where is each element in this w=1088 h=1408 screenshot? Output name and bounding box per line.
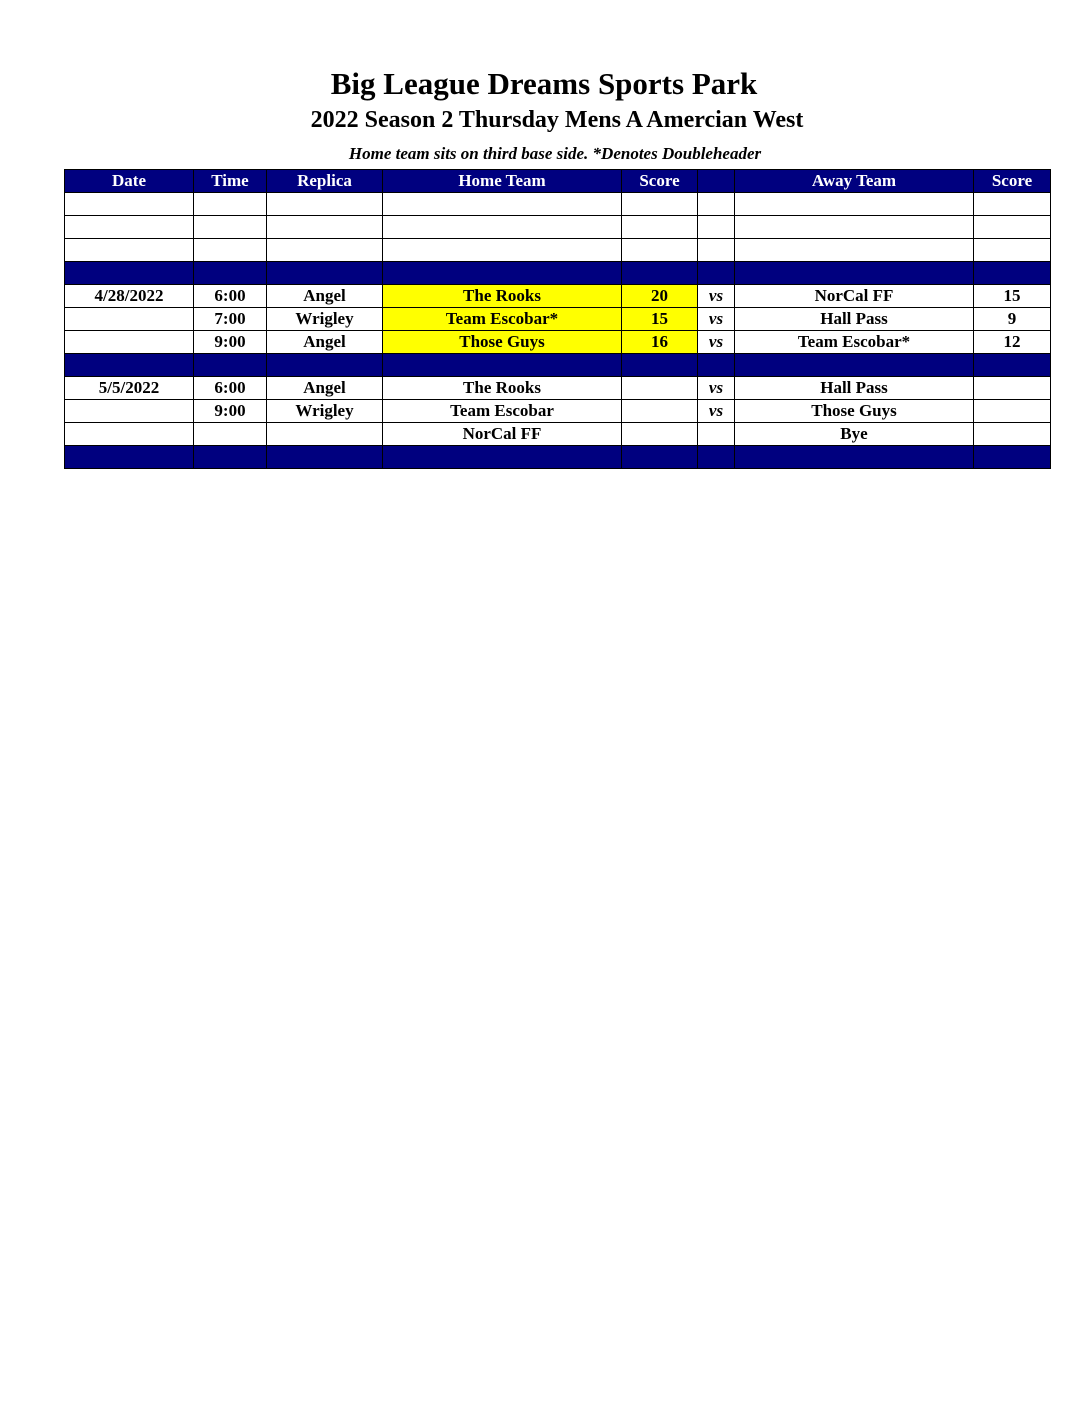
- header-away-score: Score: [974, 170, 1051, 193]
- table-row: [65, 193, 1051, 216]
- cell-away-team: NorCal FF: [735, 285, 974, 308]
- header-home-team: Home Team: [383, 170, 622, 193]
- cell-home-team: Team Escobar*: [383, 308, 622, 331]
- header-date: Date: [65, 170, 194, 193]
- cell-time: 9:00: [194, 400, 267, 423]
- cell-away-team: [735, 354, 974, 377]
- cell-date: [65, 331, 194, 354]
- cell-vs: [698, 216, 735, 239]
- cell-time: [194, 193, 267, 216]
- cell-time: [194, 216, 267, 239]
- cell-date: [65, 262, 194, 285]
- table-row: [65, 239, 1051, 262]
- cell-vs: vs: [698, 285, 735, 308]
- cell-vs: [698, 193, 735, 216]
- cell-time: 9:00: [194, 331, 267, 354]
- table-header-row: [65, 170, 1051, 193]
- cell-away-score: [974, 262, 1051, 285]
- cell-home-score: 15: [622, 308, 698, 331]
- header-home-score: Score: [622, 170, 698, 193]
- cell-vs: [698, 423, 735, 446]
- cell-time: [194, 239, 267, 262]
- table-row: [65, 216, 1051, 239]
- cell-date: 5/5/2022: [65, 377, 194, 400]
- cell-vs: [698, 354, 735, 377]
- cell-away-team: Hall Pass: [735, 308, 974, 331]
- cell-away-score: 15: [974, 285, 1051, 308]
- cell-home-score: 16: [622, 331, 698, 354]
- cell-home-team: [383, 446, 622, 469]
- cell-home-team: Team Escobar: [383, 400, 622, 423]
- cell-home-score: [622, 423, 698, 446]
- cell-home-score: [622, 239, 698, 262]
- cell-date: [65, 216, 194, 239]
- header-vs: [698, 170, 735, 193]
- table-row: [65, 423, 1051, 446]
- page-title: Big League Dreams Sports Park: [330, 66, 758, 101]
- cell-away-team: Team Escobar*: [735, 331, 974, 354]
- cell-away-team: [735, 216, 974, 239]
- cell-replica: Wrigley: [267, 308, 383, 331]
- table-row: [65, 331, 1051, 354]
- cell-vs: vs: [698, 331, 735, 354]
- cell-away-score: 12: [974, 331, 1051, 354]
- cell-away-score: [974, 354, 1051, 377]
- header-replica: Replica: [267, 170, 383, 193]
- cell-date: [65, 193, 194, 216]
- cell-home-team: The Rooks: [383, 377, 622, 400]
- cell-home-score: [622, 262, 698, 285]
- cell-date: [65, 400, 194, 423]
- cell-date: [65, 308, 194, 331]
- cell-away-team: [735, 446, 974, 469]
- cell-vs: [698, 239, 735, 262]
- cell-replica: [267, 423, 383, 446]
- table-row: [65, 285, 1051, 308]
- header-away-team: Away Team: [735, 170, 974, 193]
- cell-time: [194, 354, 267, 377]
- cell-away-score: 9: [974, 308, 1051, 331]
- cell-time: [194, 262, 267, 285]
- cell-time: 7:00: [194, 308, 267, 331]
- cell-replica: Angel: [267, 331, 383, 354]
- table-row: [65, 400, 1051, 423]
- cell-away-team: Bye: [735, 423, 974, 446]
- cell-replica: Angel: [267, 285, 383, 308]
- cell-away-team: [735, 262, 974, 285]
- separator-row: [65, 262, 1051, 285]
- cell-replica: Angel: [267, 377, 383, 400]
- header-time: Time: [194, 170, 267, 193]
- cell-replica: [267, 193, 383, 216]
- cell-replica: [267, 239, 383, 262]
- separator-row: [65, 354, 1051, 377]
- schedule-table: [64, 169, 1051, 469]
- cell-away-team: Those Guys: [735, 400, 974, 423]
- cell-vs: vs: [698, 308, 735, 331]
- cell-home-team: [383, 354, 622, 377]
- cell-home-team: [383, 239, 622, 262]
- cell-home-score: [622, 354, 698, 377]
- cell-home-score: [622, 446, 698, 469]
- cell-vs: vs: [698, 377, 735, 400]
- cell-home-team: [383, 216, 622, 239]
- cell-away-score: [974, 446, 1051, 469]
- cell-away-score: [974, 400, 1051, 423]
- table-row: [65, 377, 1051, 400]
- cell-replica: Wrigley: [267, 400, 383, 423]
- page-subtitle: 2022 Season 2 Thursday Mens A Amercian West: [310, 107, 804, 133]
- cell-away-team: [735, 239, 974, 262]
- cell-away-score: [974, 193, 1051, 216]
- cell-vs: [698, 262, 735, 285]
- cell-date: [65, 239, 194, 262]
- cell-home-score: [622, 400, 698, 423]
- cell-home-score: [622, 377, 698, 400]
- separator-row: [65, 446, 1051, 469]
- cell-home-team: Those Guys: [383, 331, 622, 354]
- table-row: [65, 308, 1051, 331]
- cell-home-team: [383, 262, 622, 285]
- cell-away-score: [974, 239, 1051, 262]
- cell-time: 6:00: [194, 377, 267, 400]
- cell-home-team: The Rooks: [383, 285, 622, 308]
- cell-time: 6:00: [194, 285, 267, 308]
- cell-home-score: [622, 216, 698, 239]
- cell-date: [65, 423, 194, 446]
- cell-home-score: 20: [622, 285, 698, 308]
- cell-away-score: [974, 216, 1051, 239]
- cell-time: [194, 423, 267, 446]
- cell-vs: [698, 446, 735, 469]
- cell-replica: [267, 262, 383, 285]
- cell-away-team: [735, 193, 974, 216]
- cell-home-score: [622, 193, 698, 216]
- cell-replica: [267, 216, 383, 239]
- cell-date: [65, 446, 194, 469]
- cell-time: [194, 446, 267, 469]
- schedule-body: [65, 193, 1051, 469]
- cell-away-score: [974, 377, 1051, 400]
- cell-date: 4/28/2022: [65, 285, 194, 308]
- cell-replica: [267, 446, 383, 469]
- cell-vs: vs: [698, 400, 735, 423]
- cell-home-team: NorCal FF: [383, 423, 622, 446]
- cell-replica: [267, 354, 383, 377]
- cell-away-team: Hall Pass: [735, 377, 974, 400]
- cell-away-score: [974, 423, 1051, 446]
- cell-date: [65, 354, 194, 377]
- cell-home-team: [383, 193, 622, 216]
- schedule-note: Home team sits on third base side. *Denotes Doubleheader: [348, 144, 762, 163]
